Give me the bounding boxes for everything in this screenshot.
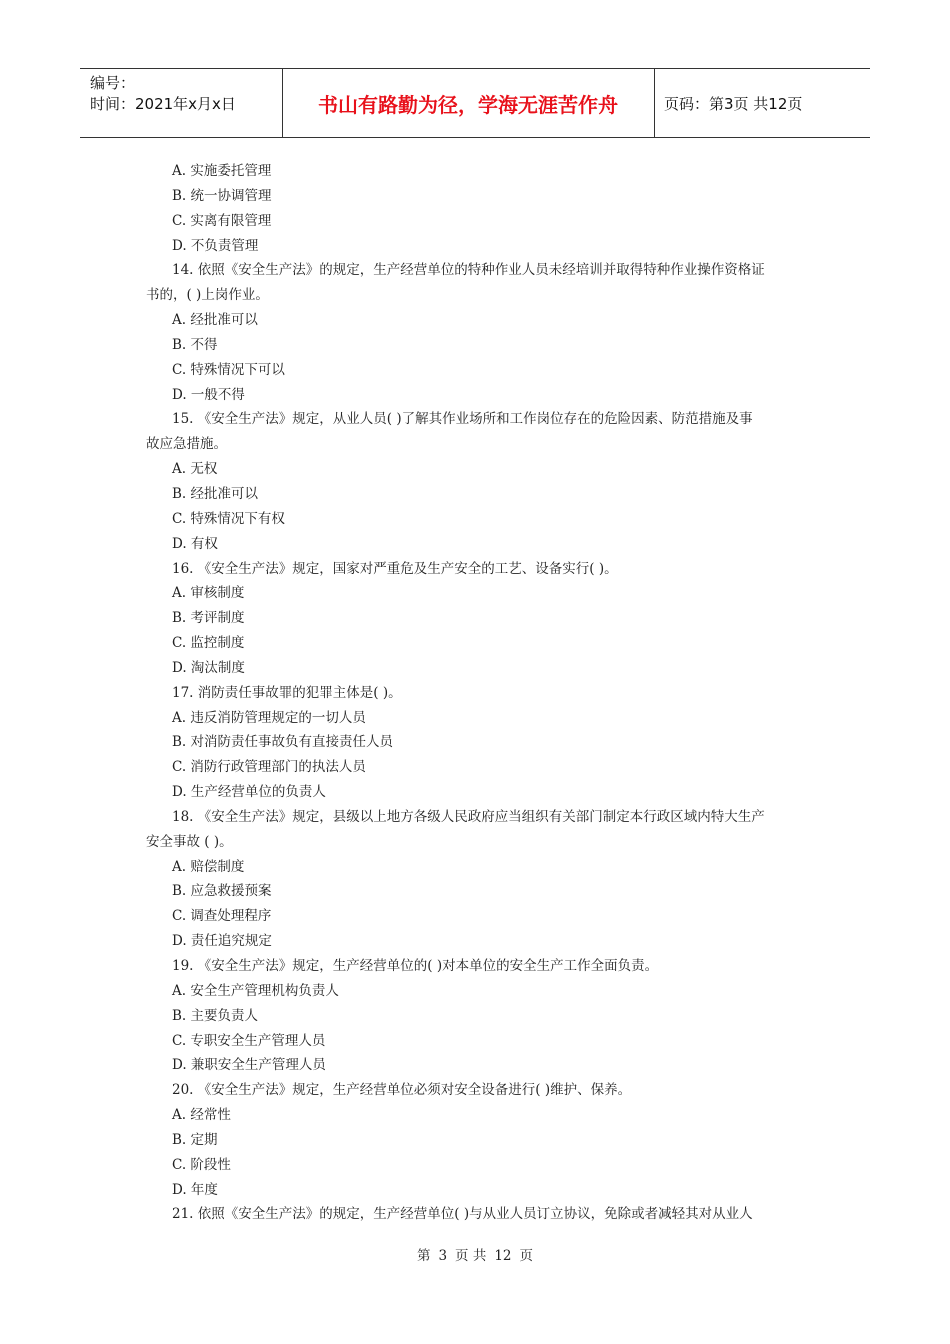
question-text: 21. 依照《安全生产法》的规定，生产经营单位( )与从业人员订立协议，免除或者减轻其对从业人 bbox=[172, 1206, 753, 1223]
question-text: 17. 消防责任事故罪的犯罪主体是( )。 bbox=[172, 684, 402, 701]
answer-option: B. 主要负责人 bbox=[172, 1007, 259, 1024]
answer-option: C. 特殊情况下有权 bbox=[172, 510, 285, 527]
answer-option: B. 统一协调管理 bbox=[172, 187, 272, 204]
answer-option: B. 应急救援预案 bbox=[172, 883, 272, 900]
question-text: 15. 《安全生产法》规定，从业人员( )了解其作业场所和工作岗位存在的危险因素、防范措施及事 bbox=[172, 411, 753, 428]
footer-prefix: 第 bbox=[416, 1248, 431, 1264]
header-meta bbox=[90, 73, 236, 115]
answer-option: D. 有权 bbox=[172, 535, 218, 552]
question-text-continuation: 书的，( )上岗作业。 bbox=[146, 287, 269, 304]
document-time-label: 时间：2021年x月x日 bbox=[90, 95, 236, 113]
document-number-label: 编号： bbox=[90, 74, 136, 92]
question-text: 20. 《安全生产法》规定，生产经营单位必须对安全设备进行( )维护、保养。 bbox=[172, 1082, 632, 1099]
question-text: 18. 《安全生产法》规定，县级以上地方各级人民政府应当组织有关部门制定本行政区域内特大生产 bbox=[172, 808, 765, 825]
question-text-continuation: 故应急措施。 bbox=[146, 436, 227, 453]
answer-option: C. 监控制度 bbox=[172, 635, 245, 652]
answer-option: B. 定期 bbox=[172, 1131, 218, 1148]
footer-suffix: 页 bbox=[519, 1248, 534, 1264]
header-divider-right bbox=[654, 69, 655, 137]
answer-option: D. 责任追究规定 bbox=[172, 933, 272, 950]
answer-option: D. 淘汰制度 bbox=[172, 659, 245, 676]
question-text-continuation: 安全事故 ( )。 bbox=[146, 833, 233, 850]
answer-option: C. 调查处理程序 bbox=[172, 908, 272, 925]
question-text: 16. 《安全生产法》规定，国家对严重危及生产安全的工艺、设备实行( )。 bbox=[172, 560, 618, 577]
answer-option: A. 无权 bbox=[172, 461, 218, 478]
answer-option: A. 赔偿制度 bbox=[172, 858, 245, 875]
answer-option: B. 经批准可以 bbox=[172, 485, 259, 502]
answer-option: A. 违反消防管理规定的一切人员 bbox=[172, 709, 366, 726]
answer-option: A. 经常性 bbox=[172, 1107, 231, 1124]
answer-option: C. 阶段性 bbox=[172, 1156, 231, 1173]
answer-option: D. 不负责管理 bbox=[172, 237, 259, 254]
answer-option: D. 年度 bbox=[172, 1181, 218, 1198]
footer-total-pages: 12 bbox=[494, 1248, 512, 1264]
answer-option: A. 审核制度 bbox=[172, 585, 245, 602]
answer-option: B. 对消防责任事故负有直接责任人员 bbox=[172, 734, 394, 751]
answer-option: D. 兼职安全生产管理人员 bbox=[172, 1057, 326, 1074]
answer-option: C. 专职安全生产管理人员 bbox=[172, 1032, 326, 1049]
header-motto: 书山有路勤为径，学海无涯苦作舟 bbox=[318, 92, 618, 117]
page-header bbox=[80, 68, 870, 138]
question-text: 14. 依照《安全生产法》的规定，生产经营单位的特种作业人员未经培训并取得特种作业操作资格证 bbox=[172, 262, 765, 279]
footer-page-number: 3 bbox=[438, 1248, 448, 1264]
answer-option: A. 经批准可以 bbox=[172, 312, 258, 329]
answer-option: D. 生产经营单位的负责人 bbox=[172, 784, 326, 801]
answer-option: B. 不得 bbox=[172, 336, 218, 353]
answer-option: C. 特殊情况下可以 bbox=[172, 361, 285, 378]
footer-mid: 页 共 bbox=[455, 1248, 487, 1264]
answer-option: A. 安全生产管理机构负责人 bbox=[172, 982, 339, 999]
answer-option: A. 实施委托管理 bbox=[172, 163, 272, 179]
page-footer bbox=[0, 1244, 950, 1264]
question-content bbox=[146, 159, 810, 1227]
question-text: 19. 《安全生产法》规定，生产经营单位的( )对本单位的安全生产工作全面负责。 bbox=[172, 958, 659, 974]
answer-option: B. 考评制度 bbox=[172, 610, 245, 627]
header-page-info: 页码：第3页 共12页 bbox=[664, 94, 803, 113]
answer-option: D. 一般不得 bbox=[172, 386, 245, 403]
answer-option: C. 实离有限管理 bbox=[172, 212, 272, 229]
answer-option: C. 消防行政管理部门的执法人员 bbox=[172, 759, 366, 776]
